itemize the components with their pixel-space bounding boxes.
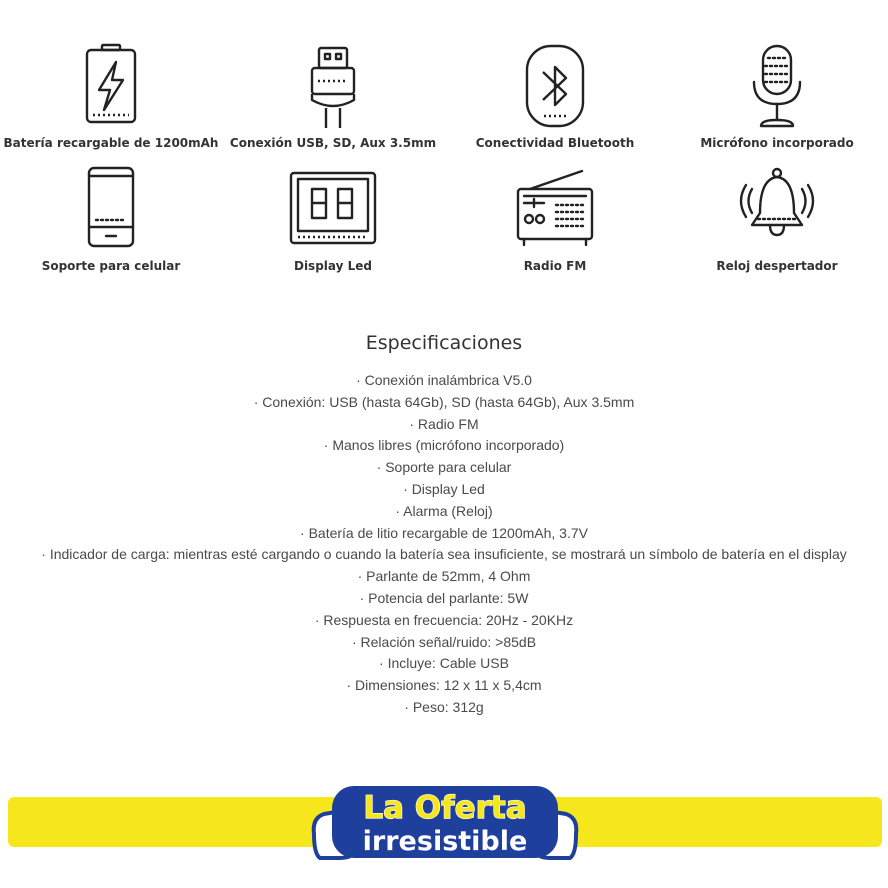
spec-item: · Dimensiones: 12 x 11 x 5,4cm [346,677,542,694]
phone-stand-icon [66,165,156,255]
la-oferta-irresistible-logo [310,778,580,864]
feature-label: Micrófono incorporado [700,136,854,150]
feature-usb [222,36,444,159]
radio-icon [510,165,600,255]
bluetooth-icon [510,42,600,132]
feature-label: Soporte para celular [41,259,181,273]
spec-item: · Respuesta en frecuencia: 20Hz - 20KHz [314,611,574,628]
specifications-title: Especificaciones [365,332,523,354]
spec-item: · Conexión: USB (hasta 64Gb), SD (hasta 64Gb), Aux 3.5mm [253,393,635,410]
feature-icons-grid [0,36,888,282]
usb-icon [288,42,378,132]
feature-phone-stand [0,159,222,282]
spec-item: · Conexión inalámbrica V5.0 [356,372,532,388]
spec-item: · Radio FM [409,415,479,432]
spec-item: · Alarma (Reloj) [395,502,493,519]
spec-item: · Potencia del parlante: 5W [359,589,529,606]
feature-battery [0,36,222,159]
feature-microphone [666,36,888,159]
spec-item: · Manos libres (micrófono incorporado) [323,437,565,454]
spec-item: · Batería de litio recargable de 1200mAh, 3.7V [300,524,588,541]
spec-item: · Display Led [403,480,485,497]
spec-item: · Indicador de carga: mientras esté cargando o cuando la batería sea insuficiente, se mostrará un símbolo de batería en el display [41,546,847,563]
led-display-icon [288,165,378,255]
spec-item: · Incluye: Cable USB [379,655,509,672]
logo-line2: irresistible [362,826,528,857]
specifications-list [40,370,848,719]
feature-label: Display Led [293,259,373,273]
feature-label: Radio FM [523,259,587,273]
feature-label: Batería recargable de 1200mAh [3,136,219,150]
feature-radio [444,159,666,282]
alarm-bell-icon [732,165,822,255]
battery-icon [66,42,156,132]
spec-item: · Parlante de 52mm, 4 Ohm [357,568,531,585]
spec-item: · Peso: 312g [404,698,484,715]
spec-item: · Soporte para celular [376,459,512,476]
logo-line1: La Oferta [363,790,527,826]
feature-alarm-bell [666,159,888,282]
spec-item: · Relación señal/ruido: >85dB [351,633,537,650]
microphone-icon [732,42,822,132]
specifications-section [40,330,848,719]
feature-led-display [222,159,444,282]
feature-bluetooth [444,36,666,159]
feature-label: Reloj despertador [716,259,838,273]
feature-label: Conexión USB, SD, Aux 3.5mm [229,136,437,150]
feature-label: Conectividad Bluetooth [475,136,635,150]
